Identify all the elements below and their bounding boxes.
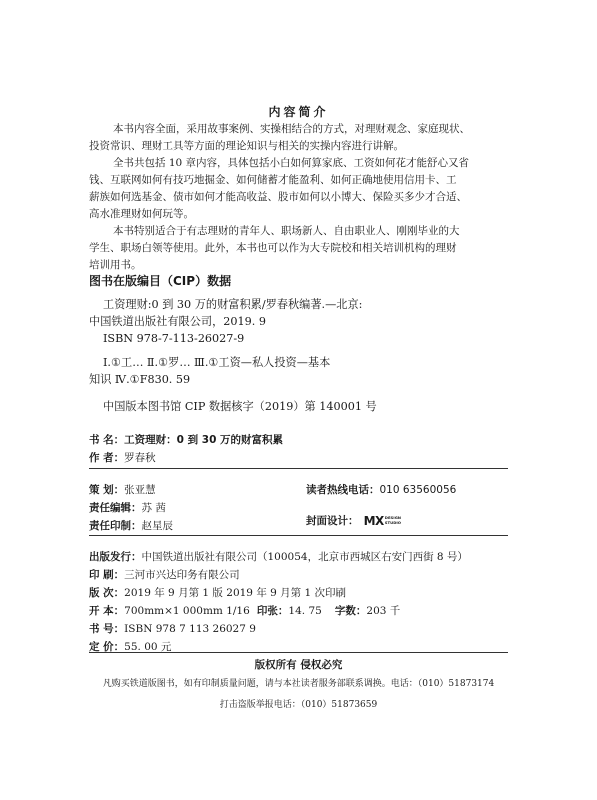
isbn-row [89, 617, 256, 636]
word-count-value: 203 千 [366, 605, 401, 617]
edition-value: 2019 年 9 月第 1 版 2019 年 9 月第 1 次印刷 [124, 587, 347, 599]
cip-line-1: 工资理财:0 到 30 万的财富积累/罗春秋编著.—北京: [103, 298, 363, 311]
edition-label: 版 次： [89, 587, 125, 599]
publisher-value: 中国铁道出版社有限公司（100054，北京市西城区右安门西街 8 号） [141, 551, 468, 563]
editor-label: 责任编辑： [89, 502, 142, 514]
intro-paragraph-3-line-1: 本书特别适合于有志理财的青年人、职场新人、自由职业人、刚刚毕业的大 [113, 225, 460, 237]
mx-logo-sub2: STUDIO [384, 519, 401, 525]
cover-design-row [306, 509, 401, 529]
divider-3 [89, 652, 508, 653]
book-title-value: 工资理财：0 到 30 万的财富积累 [124, 434, 284, 446]
edition-row [89, 581, 346, 600]
mx-logo-sub1: DESIGN [384, 515, 401, 521]
printer-row [89, 563, 240, 582]
divider-2 [89, 535, 508, 536]
hotline-row [306, 478, 456, 497]
hotline-value: 010 63560056 [379, 484, 457, 496]
price-value: 55. 00 元 [124, 641, 172, 653]
printer-value: 三河市兴达印务有限公司 [124, 569, 240, 581]
publisher-label: 出版发行： [89, 551, 142, 563]
author-label: 作 者： [89, 452, 125, 464]
planner-value: 张亚慧 [124, 484, 156, 496]
isbn-label: 书 号： [89, 623, 125, 635]
publisher-row [89, 545, 468, 564]
intro-paragraph-3-line-3: 培训用书。 [89, 259, 142, 271]
author-row [89, 446, 156, 465]
cip-line-5: 知识 Ⅳ.①F830. 59 [89, 373, 191, 386]
format-value: 700mm×1 000mm 1/16 [124, 605, 250, 617]
intro-title: 内容简介 [268, 105, 329, 119]
intro-paragraph-3-line-2: 学生、职场白领等使用。此外，本书也可以作为大专院校和相关培训机构的理财 [89, 242, 457, 254]
intro-paragraph-2-line-3: 薪族如何选基金、债市如何才能高收益、股市如何以小博大、保险买多少才合适、 [89, 191, 467, 203]
sheets-value: 14. 75 [288, 605, 322, 617]
book-title-row [89, 428, 283, 447]
mx-design-studio-logo [364, 510, 401, 529]
format-label: 开 本： [89, 605, 125, 617]
printing-supervisor-value: 赵星辰 [141, 520, 173, 532]
cip-line-4: Ⅰ.①工… Ⅱ.①罗… Ⅲ.①工资—私人投资—基本 [103, 356, 331, 369]
printing-supervisor-row [89, 514, 173, 533]
anti-piracy-hotline: 打击盗版举报电话：（010）51873659 [219, 700, 378, 710]
hotline-label: 读者热线电话： [306, 484, 380, 496]
isbn-value: ISBN 978 7 113 26027 9 [124, 623, 256, 635]
book-title-label: 书 名： [89, 434, 125, 446]
copyright-notice: 凡购买铁道版图书，如有印制质量问题，请与本社读者服务部联系调换。电话：（010）51873174 [102, 679, 495, 689]
sheets-label: 印张： [256, 605, 289, 617]
intro-paragraph-2-line-4: 高水准理财如何玩等。 [89, 208, 194, 220]
cip-heading: 图书在版编目（CIP）数据 [89, 274, 232, 288]
editor-row [89, 496, 166, 515]
planner-row [89, 478, 156, 497]
author-value: 罗春秋 [124, 452, 156, 464]
cover-design-label: 封面设计： [306, 515, 359, 527]
word-count-label: 字数： [334, 605, 367, 617]
planner-label: 策 划： [89, 484, 125, 496]
cip-line-2: 中国铁道出版社有限公司，2019. 9 [89, 315, 266, 328]
cip-line-6: 中国版本图书馆 CIP 数据核字（2019）第 140001 号 [103, 400, 377, 413]
printer-label: 印 刷： [89, 569, 125, 581]
printing-supervisor-label: 责任印制： [89, 520, 142, 532]
intro-paragraph-2-line-1: 全书共包括 10 章内容，具体包括小白如何算家底、工资如何花才能舒心又省 [113, 157, 470, 169]
divider-1 [89, 468, 508, 469]
price-label: 定 价： [89, 641, 125, 653]
editor-value: 苏 茜 [141, 502, 166, 514]
copyright-title: 版权所有 侵权必究 [254, 659, 343, 671]
intro-paragraph-1-line-1: 本书内容全面，采用故事案例、实操相结合的方式，对理财观念、家庭现状、 [113, 123, 470, 135]
cip-line-3: ISBN 978-7-113-26027-9 [103, 332, 245, 345]
intro-paragraph-2-line-2: 钱、互联网如何有技巧地掘金、如何储蓄才能盈利、如何正确地使用信用卡、工 [89, 174, 457, 186]
mx-logo-mark: MX [363, 514, 384, 528]
format-row [89, 599, 400, 618]
intro-paragraph-1-line-2: 投资常识、理财工具等方面的理论知识与相关的实操内容进行讲解。 [89, 140, 404, 152]
